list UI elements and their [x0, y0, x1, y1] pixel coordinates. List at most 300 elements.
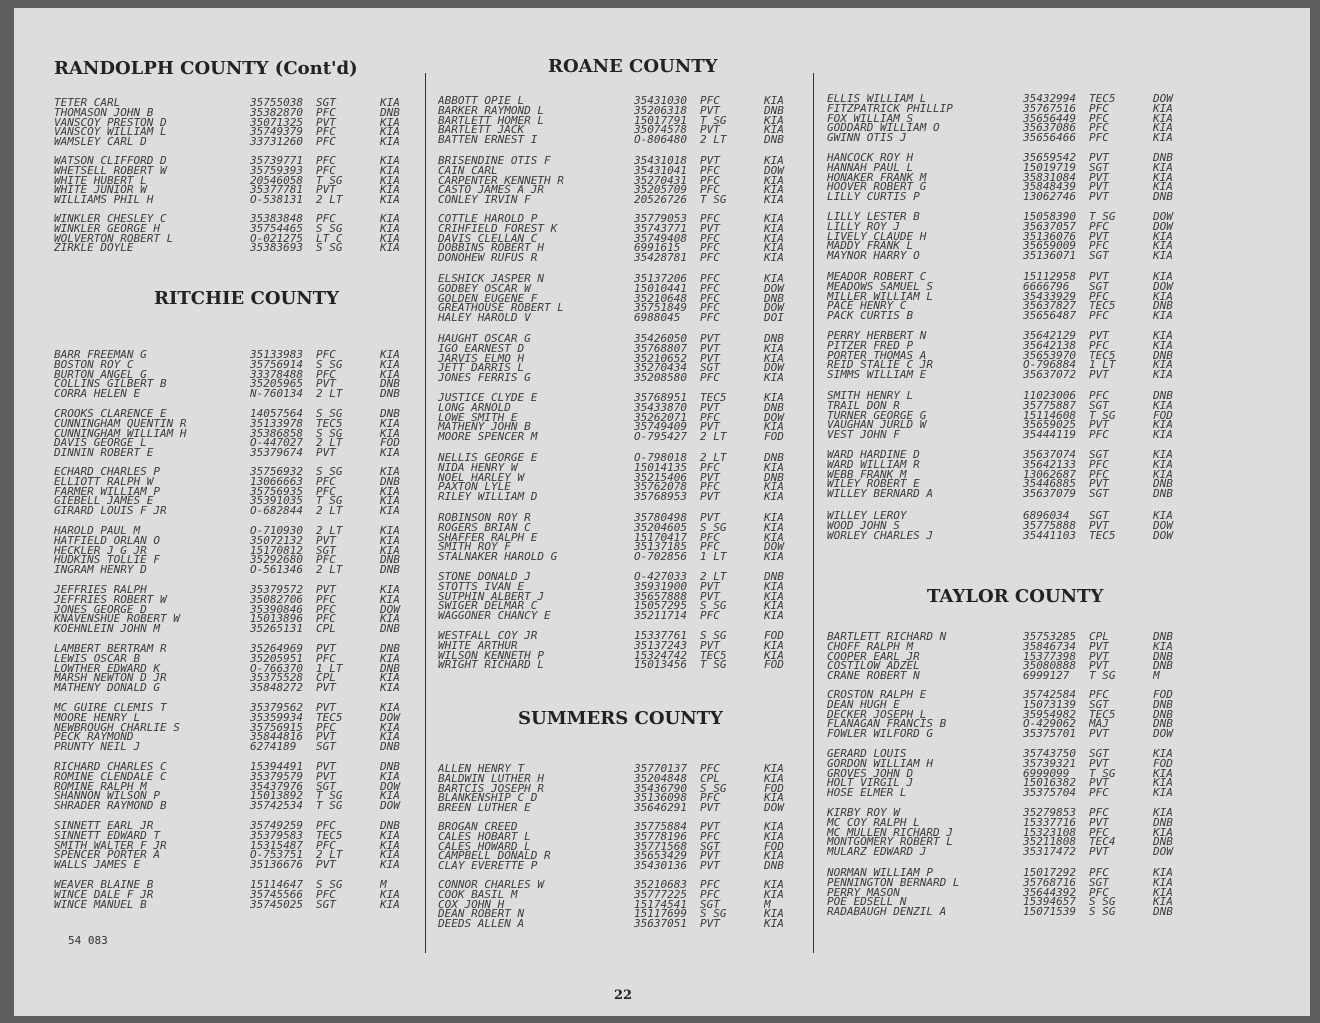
status: KIA: [764, 462, 784, 473]
serial-number: 35210648: [634, 293, 687, 304]
soldier-name: WEAVER BLAINE B: [54, 880, 154, 890]
roster-group: [438, 96, 804, 145]
roster-row: [438, 214, 804, 224]
status: KIA: [380, 899, 400, 910]
serial-number: 35137185: [634, 542, 687, 553]
serial-number: O-561346: [250, 565, 303, 575]
status: KIA: [764, 185, 784, 196]
soldier-name: SHRADER RAYMOND B: [54, 801, 167, 811]
roster-group: [54, 644, 420, 693]
serial-number: 35433870: [634, 402, 687, 413]
soldier-name: CALES HOBART L: [438, 831, 531, 842]
soldier-name: KIRBY ROY W: [827, 808, 900, 818]
serial-number: 35431030: [634, 96, 687, 106]
serial-number: 35386858: [250, 428, 303, 439]
roster-row: [827, 729, 1193, 739]
roster-row: [827, 272, 1193, 282]
roster-row: [438, 125, 804, 135]
status: DNB: [1153, 153, 1173, 163]
soldier-name: MATHENY DONALD G: [54, 683, 160, 693]
serial-number: 35379674: [250, 448, 303, 458]
rank: S SG: [700, 601, 727, 612]
serial-number: 15323108: [1023, 827, 1076, 838]
rank: PFC: [700, 253, 720, 263]
roster-group: [438, 513, 804, 562]
serial-number: 35377781: [250, 185, 303, 196]
rank: PVT: [700, 861, 720, 871]
serial-number: 15112958: [1023, 272, 1076, 282]
roster-row: [827, 104, 1193, 114]
roster-row: [438, 432, 804, 442]
serial-number: 35756932: [250, 467, 303, 477]
rank: PVT: [316, 448, 336, 458]
roster-row: [54, 467, 420, 477]
serial-number: 35756914: [250, 359, 303, 370]
roster-group: [438, 880, 804, 929]
roster-row: [54, 350, 420, 360]
roster-row: [54, 176, 420, 186]
serial-number: 11023006: [1023, 391, 1076, 401]
serial-number: 15170812: [250, 545, 303, 556]
roster-group: [827, 632, 1193, 681]
status: KIA: [1153, 162, 1173, 173]
serial-number: 15377398: [1023, 651, 1076, 662]
roster-group: [54, 467, 420, 516]
serial-number: 6896034: [1023, 511, 1070, 521]
roster-row: [827, 222, 1193, 232]
serial-number: 35656487: [1023, 311, 1076, 321]
rank: SGT: [1089, 749, 1109, 759]
soldier-name: SIMMS WILLIAM E: [827, 370, 927, 380]
serial-number: 35136076: [1023, 231, 1076, 242]
serial-number: O-702856: [634, 552, 687, 562]
roster-row: [438, 294, 804, 304]
roster-row: [438, 284, 804, 294]
soldier-name: HAUGHT OSCAR G: [438, 334, 531, 344]
soldier-name: BARTLETT HOMER L: [438, 115, 544, 126]
soldier-name: WESTFALL COY JR: [438, 631, 538, 641]
roster-row: [54, 900, 420, 910]
soldier-name: GIRARD LOUIS F JR: [54, 506, 167, 516]
serial-number: 35659025: [1023, 420, 1076, 431]
roster-row: [54, 526, 420, 536]
rank: PVT: [700, 125, 720, 136]
status: DOW: [380, 781, 400, 792]
roster-group: [54, 526, 420, 575]
rank: TEC5: [1089, 301, 1116, 312]
status: DNB: [1153, 651, 1173, 662]
status: KIA: [764, 373, 784, 383]
soldier-name: WHITE HUBERT L: [54, 175, 147, 186]
serial-number: 35848439: [1023, 182, 1076, 193]
serial-number: 35749409: [634, 422, 687, 433]
rank: S SG: [316, 243, 343, 254]
serial-number: 35637079: [1023, 489, 1076, 499]
status: DOW: [764, 412, 784, 423]
soldier-name: PITZER FRED P: [827, 340, 914, 351]
serial-number: 15114608: [1023, 410, 1076, 421]
soldier-name: ROGERS BRIAN C: [438, 522, 531, 533]
soldier-name: WAMSLEY CARL D: [54, 137, 147, 147]
serial-number: 35637072: [1023, 370, 1076, 380]
serial-number: 35759393: [250, 165, 303, 176]
serial-number: 35846734: [1023, 641, 1076, 652]
rank: PFC: [700, 165, 720, 176]
status: FOD: [764, 631, 784, 641]
roster-row: [438, 234, 804, 244]
status: KIA: [380, 137, 400, 147]
roster-row: [827, 531, 1193, 541]
status: DNB: [1153, 709, 1173, 720]
roster-row: [54, 664, 420, 674]
soldier-name: LEWIS OSCAR B: [54, 653, 141, 664]
status: DOW: [1153, 281, 1173, 292]
soldier-name: CAIN CARL: [438, 165, 498, 176]
rank: CPL: [1089, 632, 1109, 642]
roster-row: [827, 868, 1193, 878]
roster-group: [438, 334, 804, 383]
roster-row: [827, 759, 1193, 769]
soldier-name: WILEY ROBERT E: [827, 479, 920, 490]
soldier-name: GERARD LOUIS: [827, 749, 907, 759]
soldier-name: FOWLER WILFORD G: [827, 729, 933, 739]
roster-row: [438, 243, 804, 253]
roster-row: [54, 370, 420, 380]
soldier-name: CROSTON RALPH E: [827, 690, 927, 700]
rank: PVT: [1089, 370, 1109, 380]
status: DOW: [764, 165, 784, 176]
soldier-name: WINCE MANUEL B: [54, 899, 147, 910]
serial-number: 35779053: [634, 214, 687, 224]
roster-row: [827, 749, 1193, 759]
rank: PVT: [1089, 420, 1109, 431]
status: KIA: [1153, 868, 1173, 878]
soldier-name: PORTER THOMAS A: [827, 350, 927, 361]
status: KIA: [1153, 749, 1173, 759]
rank: PVT: [1089, 331, 1109, 341]
status: KIA: [764, 343, 784, 354]
roster-row: [438, 851, 804, 861]
rank: PFC: [1089, 291, 1109, 302]
serial-number: 35848272: [250, 683, 303, 693]
status: KIA: [764, 492, 784, 502]
rank: PFC: [1089, 340, 1109, 351]
rank: PVT: [316, 703, 336, 713]
status: KIA: [764, 214, 784, 224]
rank: PVT: [700, 513, 720, 523]
soldier-name: HANCOCK ROY H: [827, 153, 914, 163]
serial-number: 35071325: [250, 117, 303, 128]
rank: PFC: [316, 137, 336, 147]
roster-row: [438, 492, 804, 502]
status: KIA: [764, 482, 784, 493]
rank: PVT: [316, 585, 336, 595]
roster-row: [827, 479, 1193, 489]
soldier-name: MADDY FRANK L: [827, 241, 914, 252]
soldier-name: GOLDEN EUGENE F: [438, 293, 538, 304]
roster-row: [54, 156, 420, 166]
status: DOW: [1153, 520, 1173, 531]
status: KIA: [1153, 172, 1173, 183]
soldier-name: HANNAH PAUL L: [827, 162, 914, 173]
roster-row: [438, 354, 804, 364]
roster-row: [438, 774, 804, 784]
status: KIA: [1153, 251, 1173, 261]
rank: 2 LT: [700, 432, 727, 442]
roster-row: [438, 919, 804, 929]
soldier-name: LOWTHER EDWARD K: [54, 663, 160, 674]
status: DNB: [380, 107, 400, 118]
serial-number: 35637074: [1023, 450, 1076, 460]
serial-number: 15337716: [1023, 817, 1076, 828]
roster-row: [827, 511, 1193, 521]
serial-number: 6999099: [1023, 768, 1070, 779]
soldier-name: JARVIS ELMO H: [438, 353, 525, 364]
serial-number: 35646291: [634, 803, 687, 813]
soldier-name: STOTTS IVAN E: [438, 581, 525, 592]
serial-number: 35739771: [250, 156, 303, 166]
rank: PFC: [700, 233, 720, 244]
soldier-name: MATHENY JOHN B: [438, 422, 531, 433]
rank: S SG: [700, 909, 727, 920]
serial-number: 35637051: [634, 919, 687, 929]
soldier-name: RILEY WILLIAM D: [438, 492, 538, 502]
rank: PFC: [316, 594, 336, 605]
status: DOW: [380, 712, 400, 723]
roster-group: [438, 393, 804, 442]
status: KIA: [1153, 897, 1173, 908]
status: KIA: [1153, 123, 1173, 134]
roster-group: [54, 350, 420, 399]
status: DNB: [1153, 632, 1173, 642]
status: KIA: [1153, 241, 1173, 252]
serial-number: 35431018: [634, 156, 687, 166]
status: KIA: [1153, 400, 1173, 411]
soldier-name: RICHARD CHARLES C: [54, 762, 167, 772]
rank: PFC: [1089, 311, 1109, 321]
status: KIA: [380, 653, 400, 664]
roster-row: [438, 96, 804, 106]
soldier-name: JONES GEORGE D: [54, 604, 147, 615]
status: FOD: [764, 432, 784, 442]
rank: PFC: [700, 889, 720, 900]
rank: 2 LT: [700, 135, 727, 145]
rank: PVT: [700, 851, 720, 862]
roster-row: [54, 477, 420, 487]
rank: PFC: [316, 476, 336, 487]
serial-number: 35742534: [250, 801, 303, 811]
soldier-name: THOMASON JOHN B: [54, 107, 154, 118]
rank: TEC5: [1089, 350, 1116, 361]
soldier-name: LAMBERT BERTRAM R: [54, 644, 167, 654]
status: KIA: [380, 683, 400, 693]
soldier-name: COX JOHN H: [438, 899, 505, 910]
soldier-name: ELLIS WILLIAM L: [827, 94, 927, 104]
rank: PFC: [316, 614, 336, 625]
serial-number: 35206318: [634, 105, 687, 116]
column-divider: [813, 73, 814, 953]
rank: PFC: [700, 793, 720, 804]
rank: PVT: [316, 535, 336, 546]
soldier-name: ABBOTT OPIE L: [438, 96, 525, 106]
soldier-name: DEEDS ALLEN A: [438, 919, 525, 929]
soldier-name: GROVES JOHN D: [827, 768, 914, 779]
soldier-name: CRIHFIELD FOREST K: [438, 223, 558, 234]
soldier-name: WAGGONER CHANCY E: [438, 611, 551, 621]
serial-number: 35831084: [1023, 172, 1076, 183]
serial-number: 20546058: [250, 175, 303, 186]
status: DNB: [1153, 192, 1173, 202]
serial-number: 35768951: [634, 393, 687, 403]
status: DNB: [1153, 661, 1173, 672]
rank: S SG: [1089, 897, 1116, 908]
soldier-name: WINKLER GEORGE H: [54, 223, 160, 234]
serial-number: 35136071: [1023, 251, 1076, 261]
serial-number: 15016382: [1023, 778, 1076, 789]
serial-number: 35762078: [634, 482, 687, 493]
status: KIA: [380, 732, 400, 743]
status: KIA: [1153, 808, 1173, 818]
serial-number: 35426050: [634, 334, 687, 344]
rank: PFC: [1089, 123, 1109, 134]
roster-row: [827, 182, 1193, 192]
roster-row: [827, 282, 1193, 292]
roster-row: [438, 344, 804, 354]
status: KIA: [380, 545, 400, 556]
serial-number: O-795427: [634, 432, 687, 442]
soldier-name: HECKLER J G JR: [54, 545, 147, 556]
rank: PFC: [700, 214, 720, 224]
rank: PVT: [1089, 817, 1109, 828]
status: KIA: [380, 496, 400, 507]
rank: S SG: [316, 223, 343, 234]
status: DNB: [764, 293, 784, 304]
rank: PVT: [316, 185, 336, 196]
soldier-name: ELSHICK JASPER N: [438, 274, 544, 284]
rank: PFC: [316, 214, 336, 224]
soldier-name: HUDKINS TOLLIE F: [54, 555, 160, 566]
soldier-name: GREATHOUSE ROBERT L: [438, 303, 564, 314]
status: DNB: [380, 644, 400, 654]
serial-number: 35656466: [1023, 133, 1076, 143]
rank: TEC5: [1089, 530, 1116, 541]
column-divider: [425, 73, 426, 953]
roster-row: [54, 821, 420, 831]
soldier-name: VAUGHAN JURLD W: [827, 420, 927, 431]
status: KIA: [380, 243, 400, 254]
rank: SGT: [316, 742, 336, 752]
status: KIA: [764, 96, 784, 106]
soldier-name: FLANAGAN FRANCIS B: [827, 719, 947, 730]
serial-number: 35745566: [250, 889, 303, 900]
status: DOW: [764, 283, 784, 294]
rank: PVT: [1089, 661, 1109, 672]
serial-number: 15014135: [634, 462, 687, 473]
rank: SGT: [700, 841, 720, 852]
rank: PFC: [700, 880, 720, 890]
soldier-name: MC GUIRE CLEMIS T: [54, 703, 167, 713]
roster-row: [438, 822, 804, 832]
status: KIA: [380, 850, 400, 861]
roster-group: [438, 214, 804, 263]
status: DNB: [764, 861, 784, 871]
roster-group: [54, 703, 420, 752]
roster-row: [54, 723, 420, 733]
status: KIA: [764, 253, 784, 263]
serial-number: 35749408: [634, 233, 687, 244]
roster-row: [438, 764, 804, 774]
serial-number: 35279853: [1023, 808, 1076, 818]
soldier-name: PRUNTY NEIL J: [54, 742, 141, 752]
roster-row: [438, 176, 804, 186]
rank: SGT: [316, 899, 336, 910]
status: KIA: [380, 350, 400, 360]
roster-row: [438, 363, 804, 373]
status: KIA: [764, 175, 784, 186]
status: KIA: [380, 840, 400, 851]
roster-row: [438, 631, 804, 641]
status: DNB: [1153, 301, 1173, 312]
status: DNB: [380, 555, 400, 566]
roster-group: [54, 585, 420, 634]
serial-number: 35208580: [634, 373, 687, 383]
status: DNB: [1153, 479, 1173, 490]
serial-number: 15058390: [1023, 212, 1076, 222]
roster-row: [827, 769, 1193, 779]
soldier-name: JUSTICE CLYDE E: [438, 393, 538, 403]
rank: PFC: [1089, 788, 1109, 798]
status: KIA: [380, 535, 400, 546]
roster-row: [54, 166, 420, 176]
rank: PFC: [1089, 391, 1109, 401]
soldier-name: HOSE ELMER L: [827, 788, 907, 798]
serial-number: 35264969: [250, 644, 303, 654]
serial-number: 35390846: [250, 604, 303, 615]
roster-row: [54, 506, 420, 516]
soldier-name: WOLVERTON ROBERT L: [54, 233, 174, 244]
rank: TEC5: [1089, 709, 1116, 720]
soldier-name: GORDON WILLIAM H: [827, 758, 933, 769]
serial-number: 35743750: [1023, 749, 1076, 759]
serial-number: O-796884: [1023, 360, 1076, 371]
roster-row: [827, 632, 1193, 642]
rank: S SG: [316, 409, 343, 419]
roster-row: [54, 546, 420, 556]
roster-group: [54, 762, 420, 811]
serial-number: 15013896: [250, 614, 303, 625]
soldier-name: GWINN OTIS J: [827, 133, 907, 143]
serial-number: 35743771: [634, 223, 687, 234]
soldier-name: NELLIS GEORGE E: [438, 453, 538, 463]
status: DOI: [764, 313, 784, 323]
status: KIA: [1153, 430, 1173, 440]
rank: 1 LT: [316, 663, 343, 674]
serial-number: 15337761: [634, 631, 687, 641]
roster-row: [438, 135, 804, 145]
serial-number: 35375701: [1023, 729, 1076, 739]
roster-row: [827, 163, 1193, 173]
roster-row: [438, 334, 804, 344]
rank: T SG: [316, 801, 343, 811]
soldier-name: WHITE ARTHUR: [438, 640, 518, 651]
soldier-name: VEST JOHN F: [827, 430, 900, 440]
soldier-name: BURTON ANGEL G: [54, 369, 147, 380]
rank: PVT: [700, 334, 720, 344]
roster-row: [438, 651, 804, 661]
roster-row: [438, 523, 804, 533]
serial-number: 35292680: [250, 555, 303, 566]
soldier-name: ZIRKLE DOYLE: [54, 243, 134, 254]
